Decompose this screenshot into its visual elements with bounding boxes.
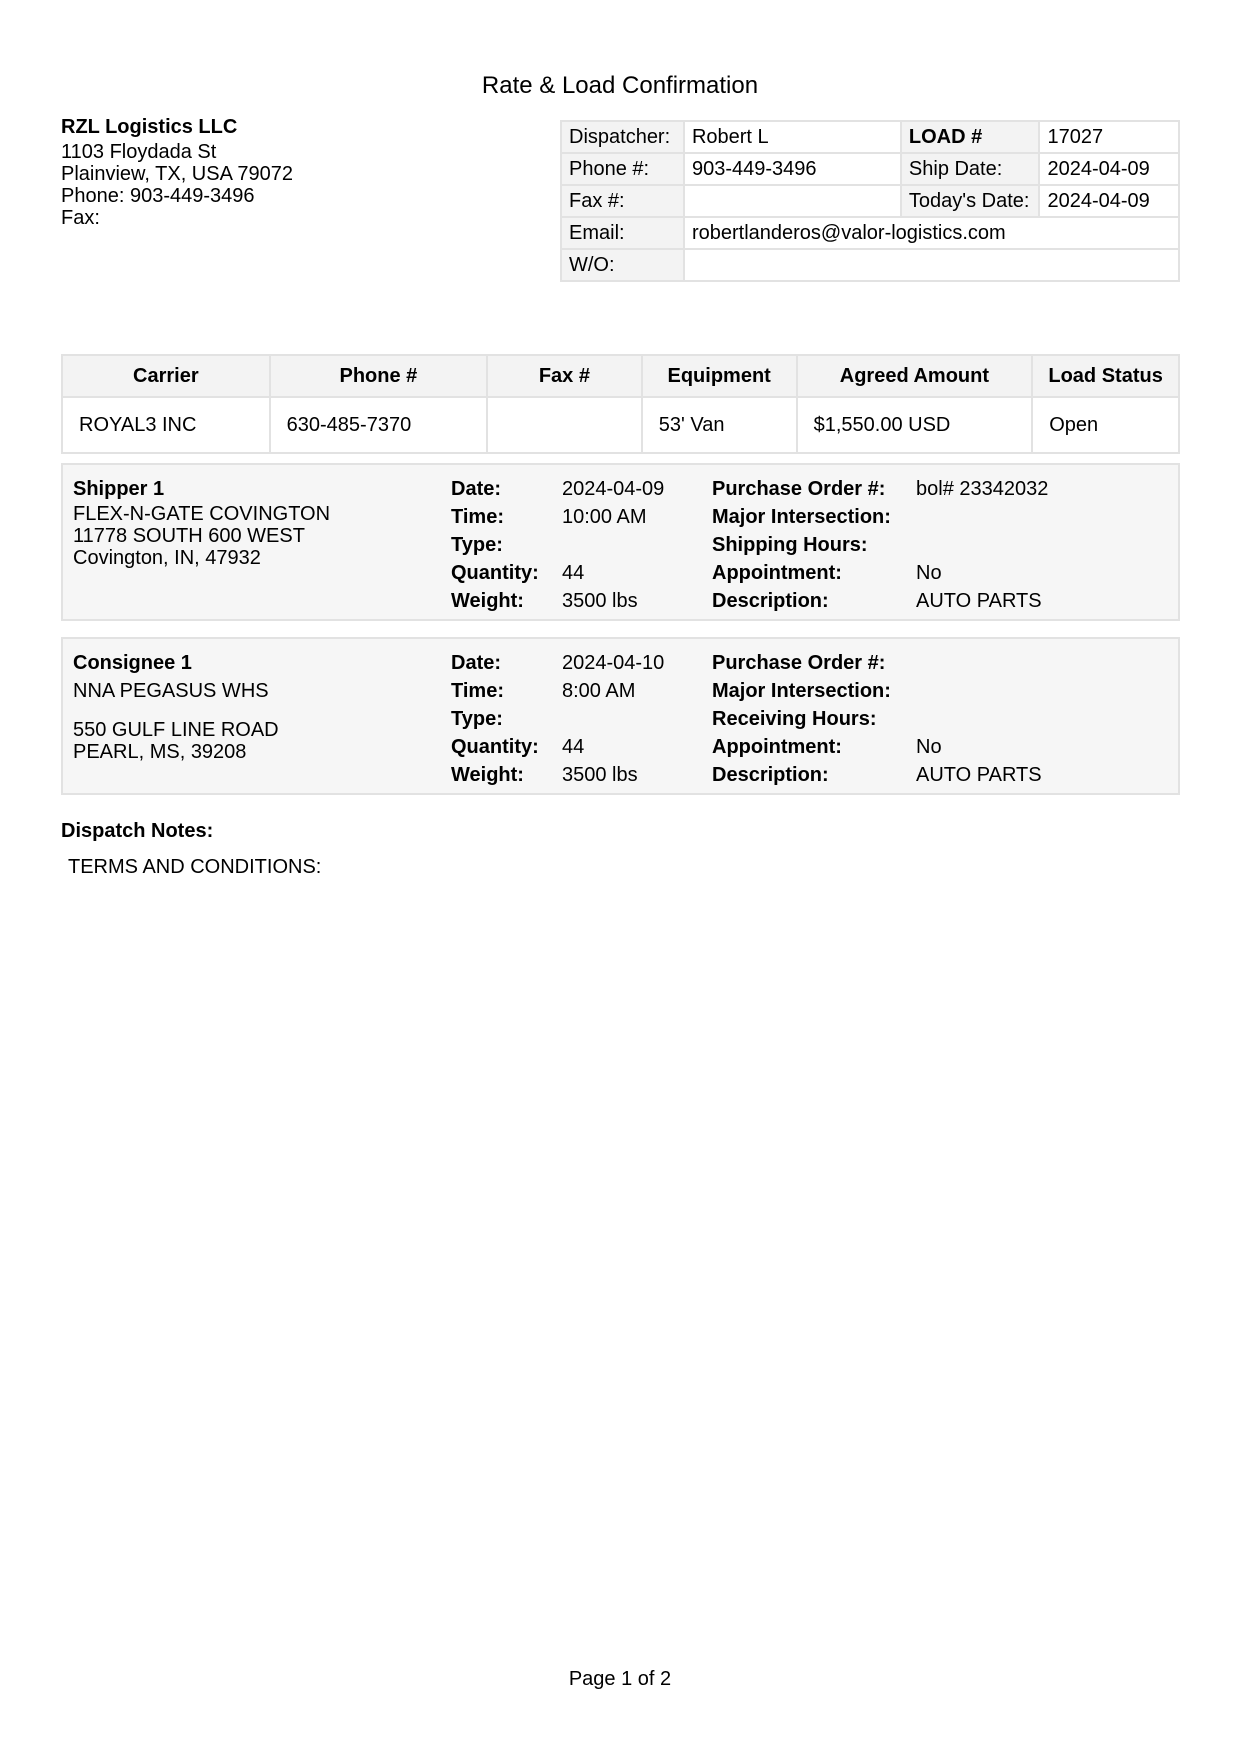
- consignee-weight: 3500 lbs: [562, 764, 638, 786]
- consignee-labels-2: [712, 649, 891, 789]
- shipper-section: [61, 463, 1180, 621]
- shipper-values-2: [916, 475, 1048, 615]
- consignee-time: 8:00 AM: [562, 680, 636, 702]
- consignee-intersection: [916, 677, 1042, 705]
- consignee-quantity-label: Quantity:: [451, 736, 539, 758]
- table-row: [62, 397, 1179, 453]
- carrier-fax-header: Fax #: [487, 355, 642, 397]
- consignee-values-2: [916, 649, 1042, 789]
- consignee-address-line1: 550 GULF LINE ROAD: [73, 719, 279, 741]
- ship-date-label: Ship Date:: [901, 153, 1040, 185]
- consignee-address-line2: PEARL, MS, 39208: [73, 741, 247, 763]
- shipper-po-label: Purchase Order #:: [712, 478, 886, 500]
- fax-row: [561, 185, 1179, 217]
- consignee-address-block: [73, 649, 279, 763]
- dispatcher-value: Robert L: [684, 121, 901, 153]
- shipper-address-line2: Covington, IN, 47932: [73, 547, 261, 569]
- consignee-description-label: Description:: [712, 764, 829, 786]
- shipper-hours: [916, 531, 1048, 559]
- wo-row: [561, 249, 1179, 281]
- carrier-phone-header: Phone #: [270, 355, 487, 397]
- load-status-value: Open: [1032, 397, 1179, 453]
- shipper-labels-1: [451, 475, 539, 615]
- dispatcher-label: Dispatcher:: [561, 121, 684, 153]
- shipper-quantity: 44: [562, 562, 585, 584]
- consignee-name: NNA PEGASUS WHS: [73, 680, 269, 702]
- carrier-name: ROYAL3 INC: [62, 397, 270, 453]
- shipper-quantity-label: Quantity:: [451, 562, 539, 584]
- consignee-type: [562, 705, 664, 733]
- company-address-line1: 1103 Floydada St: [61, 141, 217, 163]
- dispatch-fax-value: [684, 185, 901, 217]
- dispatcher-row: [561, 121, 1179, 153]
- shipper-po: bol# 23342032: [916, 478, 1049, 500]
- shipper-labels-2: [712, 475, 891, 615]
- shipper-hours-label: Shipping Hours:: [712, 534, 868, 556]
- consignee-po-label: Purchase Order #:: [712, 652, 886, 674]
- consignee-date-label: Date:: [451, 652, 502, 674]
- carrier-fax: [487, 397, 642, 453]
- consignee-po: [916, 649, 1042, 677]
- dispatch-info-table: [560, 120, 1180, 282]
- equipment-value: 53' Van: [642, 397, 797, 453]
- agreed-amount-header: Agreed Amount: [797, 355, 1033, 397]
- page-title: Rate & Load Confirmation: [481, 72, 759, 99]
- shipper-type-label: Type:: [451, 534, 503, 556]
- consignee-heading: Consignee 1: [73, 652, 192, 674]
- shipper-intersection-label: Major Intersection:: [712, 506, 891, 528]
- company-name: RZL Logistics LLC: [61, 116, 238, 138]
- wo-value: [684, 249, 1179, 281]
- agreed-amount-value: $1,550.00 USD: [797, 397, 1033, 453]
- dispatch-email-label: Email:: [561, 217, 684, 249]
- dispatch-phone-value: 903-449-3496: [684, 153, 901, 185]
- shipper-appointment: No: [916, 562, 942, 584]
- dispatch-fax-label: Fax #:: [561, 185, 684, 217]
- carrier-header-row: [62, 355, 1179, 397]
- consignee-time-label: Time:: [451, 680, 504, 702]
- shipper-time: 10:00 AM: [562, 506, 647, 528]
- shipper-description: AUTO PARTS: [916, 590, 1042, 612]
- load-status-header: Load Status: [1032, 355, 1179, 397]
- consignee-intersection-label: Major Intersection:: [712, 680, 891, 702]
- dispatch-email-value: robertlanderos@valor-logistics.com: [684, 217, 1179, 249]
- shipper-name: FLEX-N-GATE COVINGTON: [73, 503, 331, 525]
- consignee-labels-1: [451, 649, 539, 789]
- consignee-values-1: [562, 649, 664, 789]
- shipper-time-label: Time:: [451, 506, 504, 528]
- consignee-quantity: 44: [562, 736, 585, 758]
- company-address-line2: Plainview, TX, USA 79072: [61, 163, 293, 185]
- shipper-weight: 3500 lbs: [562, 590, 638, 612]
- shipper-appointment-label: Appointment:: [712, 562, 842, 584]
- consignee-hours: [916, 705, 1042, 733]
- carrier-phone: 630-485-7370: [270, 397, 487, 453]
- carrier-table: [61, 354, 1180, 454]
- shipper-address-block: [73, 475, 330, 569]
- carrier-header: Carrier: [62, 355, 270, 397]
- todays-date-label: Today's Date:: [901, 185, 1040, 217]
- consignee-date: 2024-04-10: [562, 652, 665, 674]
- shipper-intersection: [916, 503, 1048, 531]
- shipper-values-1: [562, 475, 664, 615]
- load-number-label: LOAD #: [901, 121, 1040, 153]
- consignee-appointment: No: [916, 736, 942, 758]
- consignee-hours-label: Receiving Hours:: [712, 708, 877, 730]
- shipper-address-line1: 11778 SOUTH 600 WEST: [73, 525, 305, 547]
- dispatch-notes-label: Dispatch Notes:: [61, 820, 214, 842]
- shipper-heading: Shipper 1: [73, 478, 165, 500]
- consignee-weight-label: Weight:: [451, 764, 524, 786]
- consignee-type-label: Type:: [451, 708, 503, 730]
- company-phone: Phone: 903-449-3496: [61, 185, 255, 207]
- page-number: Page 1 of 2: [568, 1668, 672, 1690]
- shipper-date-label: Date:: [451, 478, 502, 500]
- consignee-appointment-label: Appointment:: [712, 736, 842, 758]
- dispatch-phone-label: Phone #:: [561, 153, 684, 185]
- company-fax: Fax:: [61, 207, 100, 229]
- load-number-value: 17027: [1039, 121, 1179, 153]
- company-info: [61, 116, 293, 229]
- phone-row: [561, 153, 1179, 185]
- consignee-description: AUTO PARTS: [916, 764, 1042, 786]
- shipper-weight-label: Weight:: [451, 590, 524, 612]
- email-row: [561, 217, 1179, 249]
- consignee-section: [61, 637, 1180, 795]
- shipper-description-label: Description:: [712, 590, 829, 612]
- todays-date-value: 2024-04-09: [1039, 185, 1179, 217]
- wo-label: W/O:: [561, 249, 684, 281]
- shipper-date: 2024-04-09: [562, 478, 665, 500]
- ship-date-value: 2024-04-09: [1039, 153, 1179, 185]
- terms-and-conditions: TERMS AND CONDITIONS:: [68, 856, 322, 878]
- shipper-type: [562, 531, 664, 559]
- equipment-header: Equipment: [642, 355, 797, 397]
